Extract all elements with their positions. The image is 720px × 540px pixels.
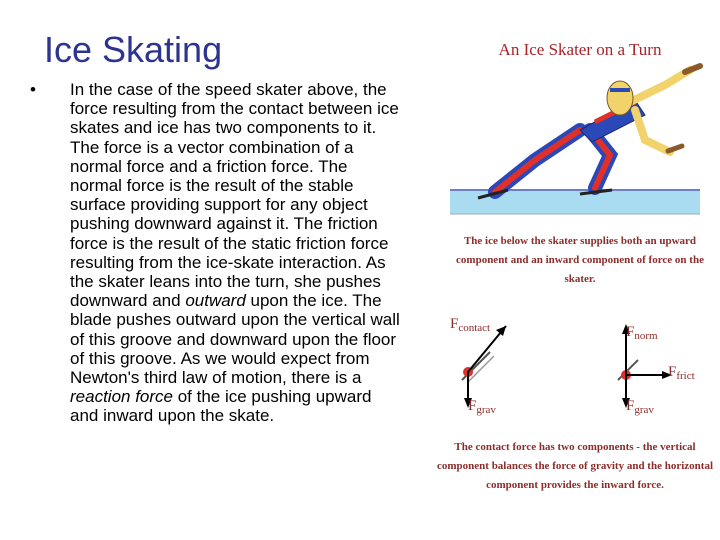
emphasis-outward: outward	[185, 291, 246, 311]
label-frict-sub: frict	[676, 370, 695, 382]
emphasis-reaction-force: reaction force	[70, 387, 173, 407]
skater-head	[607, 81, 633, 115]
label-f-frict	[668, 364, 695, 382]
diagram-caption-bottom: The contact force has two components - the vertical component balances the force of gravity and the horizontal component provides the inward force.	[437, 441, 713, 491]
ice-surface	[450, 190, 700, 214]
label-f-normal	[626, 324, 658, 342]
body-part-2: upon the ice. The blade pushes outward upon the vertical wall of this groove and downward upon the floor of this groove. As we would expect from Newton's third law of motion, there is a	[70, 291, 400, 388]
bullet-item	[30, 80, 402, 426]
label-contact-sub: contact	[458, 322, 491, 334]
label-f: F	[626, 398, 635, 414]
diagram-caption-top: The ice below the skater supplies both an upward component and an inward component of force on the skater.	[456, 235, 704, 285]
label-f: F	[468, 398, 477, 414]
label-f-contact	[450, 316, 490, 334]
slide-title: Ice Skating	[44, 29, 223, 70]
speed-skater-figure	[478, 66, 700, 198]
label-grav-left-sub: grav	[476, 404, 496, 416]
skater-diagram	[430, 30, 720, 530]
label-f: F	[450, 316, 459, 332]
label-f: F	[626, 324, 635, 340]
diagram-title: An Ice Skater on a Turn	[498, 40, 662, 59]
body-part-3: of the ice pushing upward and inward upon the skate.	[70, 387, 372, 426]
label-f-grav-left	[468, 398, 496, 416]
label-f-grav-right	[626, 398, 654, 416]
label-grav-right-sub: grav	[634, 404, 654, 416]
bullet-text	[70, 80, 402, 426]
contact-force-diagram	[462, 326, 506, 408]
label-normal-sub: norm	[634, 330, 658, 342]
body-part-1: In the case of the speed skater above, the force resulting from the contact between ice skates and ice has two components to it. The force is a vector combination of a normal force and a friction force. The normal force is the result of the stable surface providing support for any object pushing downward against it. The friction force is the result of the static friction force resulting from the ice-skate interaction. As the skater leans into the turn, she pushes downward and	[70, 80, 399, 311]
label-f: F	[668, 364, 677, 380]
bullet-marker: •	[30, 80, 36, 99]
